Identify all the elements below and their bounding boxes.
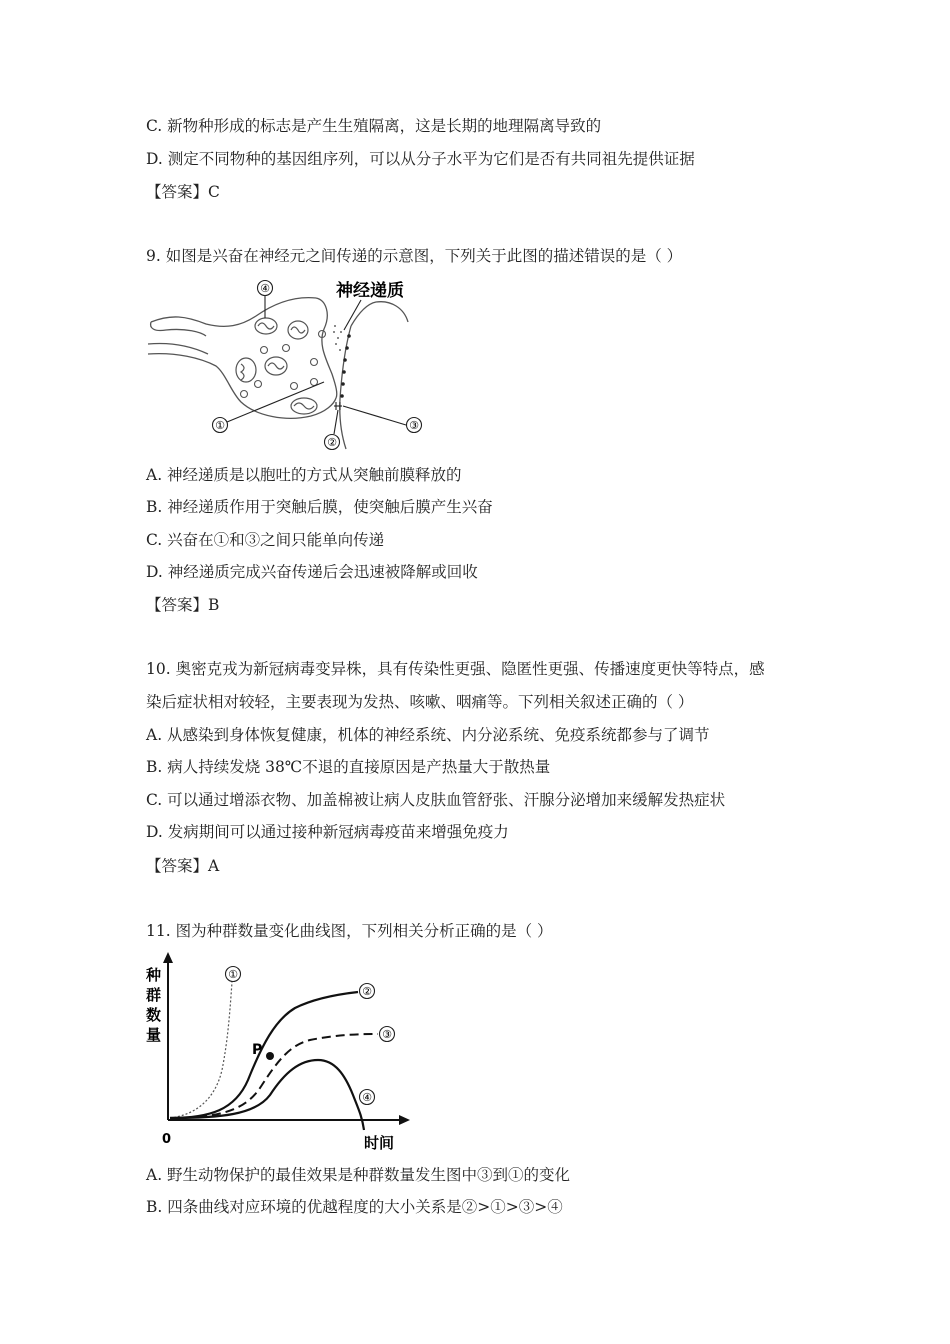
q9-stem: 9. 如图是兴奋在神经元之间传递的示意图，下列关于此图的描述错误的是（ ） xyxy=(146,247,683,265)
y-axis-label-char-3: 数 xyxy=(146,1006,162,1024)
y-axis-label-char-1: 种 xyxy=(146,966,162,984)
label-4: ④ xyxy=(260,282,270,295)
q10-option-a: A. 从感染到身体恢复健康，机体的神经系统、内分泌系统、免疫系统都参与了调节 xyxy=(146,726,710,744)
label-3: ③ xyxy=(409,419,419,432)
x-axis-arrow xyxy=(399,1115,410,1125)
curve-2-label: ② xyxy=(362,985,372,998)
q9-option-b: B. 神经递质作用于突触后膜，使突触后膜产生兴奋 xyxy=(146,498,493,516)
q10-stem-line2: 染后症状相对较轻，主要表现为发热、咳嗽、咽痛等。下列相关叙述正确的（ ） xyxy=(146,693,694,711)
q8-answer: 【答案】C xyxy=(146,183,220,201)
q8-option-c: C. 新物种形成的标志是产生生殖隔离，这是长期的地理隔离导致的 xyxy=(146,117,602,135)
q9-option-d: D. 神经递质完成兴奋传递后会迅速被降解或回收 xyxy=(146,563,478,581)
q11-option-a: A. 野生动物保护的最佳效果是种群数量发生图中③到①的变化 xyxy=(146,1166,571,1184)
curve-1 xyxy=(170,982,232,1118)
synapse-diagram xyxy=(146,274,436,460)
q9-answer: 【答案】B xyxy=(146,596,220,614)
q11-stem: 11. 图为种群数量变化曲线图，下列相关分析正确的是（ ） xyxy=(146,922,553,940)
curve-2 xyxy=(170,992,358,1118)
label-2: ② xyxy=(327,436,337,449)
q10-answer: 【答案】A xyxy=(146,857,220,875)
y-axis-label xyxy=(145,966,166,1044)
point-p xyxy=(266,1052,274,1060)
label-1: ① xyxy=(215,419,225,432)
curve-3-label: ③ xyxy=(382,1028,392,1041)
origin-label: 0 xyxy=(162,1132,172,1147)
q11-option-b: B. 四条曲线对应环境的优越程度的大小关系是②>①>③>④ xyxy=(146,1198,563,1216)
curve-3 xyxy=(170,1034,378,1118)
q10-option-d: D. 发病期间可以通过接种新冠病毒疫苗来增强免疫力 xyxy=(146,823,509,841)
curve-4-label: ④ xyxy=(362,1091,372,1104)
point-p-label: P xyxy=(252,1042,263,1058)
q9-option-c: C. 兴奋在①和③之间只能单向传递 xyxy=(146,531,385,549)
q10-option-b: B. 病人持续发烧 38℃不退的直接原因是产热量大于散热量 xyxy=(146,758,551,776)
x-axis-label: 时间 xyxy=(364,1134,395,1152)
q10-stem-line1: 10. 奥密克戎为新冠病毒变异株，具有传染性更强、隐匿性更强、传播速度更快等特点，感 xyxy=(146,660,765,678)
neurotransmitter-label: 神经递质 xyxy=(336,281,404,301)
q9-option-a: A. 神经递质是以胞吐的方式从突触前膜释放的 xyxy=(146,466,462,484)
y-axis-label-char-2: 群 xyxy=(146,986,162,1004)
curve-1-label: ① xyxy=(228,968,238,981)
q10-option-c: C. 可以通过增添衣物、加盖棉被让病人皮肤血管舒张、汗腺分泌增加来缓解发热症状 xyxy=(146,791,726,809)
population-chart xyxy=(140,950,420,1156)
y-axis-arrow xyxy=(163,952,173,963)
y-axis-label-char-4: 量 xyxy=(146,1026,162,1044)
q8-option-d: D. 测定不同物种的基因组序列，可以从分子水平为它们是否有共同祖先提供证据 xyxy=(146,150,695,168)
